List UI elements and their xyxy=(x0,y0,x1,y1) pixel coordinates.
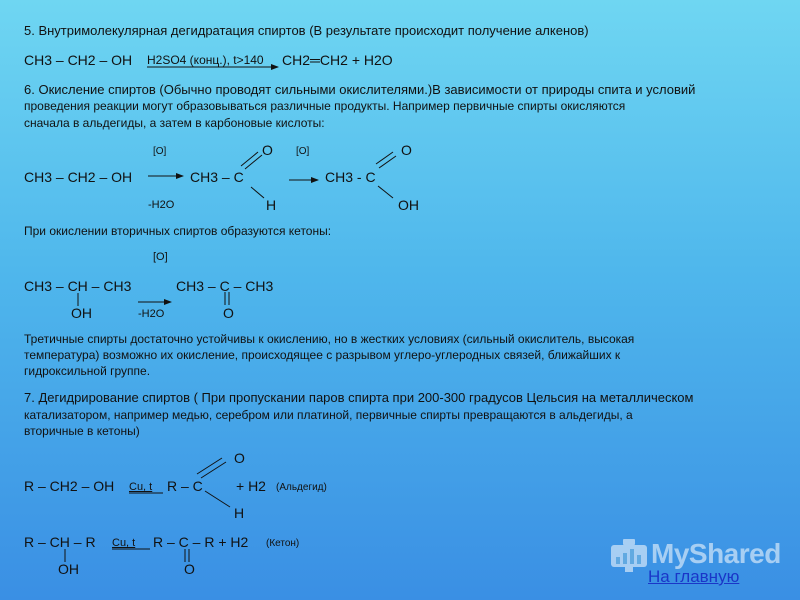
acid-oh: OH xyxy=(398,197,419,213)
section-6-line1: 6. Окисление спиртов (Обычно проводят сильными окислителями.)В зависимости от природы спита и условий xyxy=(24,82,696,97)
aldehyde-formula: CH3 – C xyxy=(190,169,244,185)
oxidant-label-2: [O] xyxy=(296,146,310,157)
myshared-logo-icon xyxy=(609,537,649,573)
bond-double-2b xyxy=(379,156,396,168)
tertiary-line1: Третичные спирты достаточно устойчивы к окислению, но в жестких условиях (сильный окислитель, высокая xyxy=(24,332,635,346)
eq5-left: CH3 – CH2 – OH xyxy=(24,52,133,68)
carbonyl-o-1: O xyxy=(262,142,273,158)
bond-double-3b xyxy=(201,462,226,478)
section-6-line3: сначала в альдегиды, а затем в карбоновые кислоты: xyxy=(24,116,325,130)
section-6-line2: проведения реакции могут образовываться различные продукты. Например первичные спирты окисляются xyxy=(24,99,626,113)
section-5-title: 5. Внутримолекулярная дегидратация спиртов (В результате происходит получение алкенов) xyxy=(24,23,589,38)
acetone-o: O xyxy=(223,305,234,321)
secondary-alcohol-formula: R – CH – R xyxy=(24,534,96,550)
s7-ketone-o: O xyxy=(184,561,195,577)
carbonyl-o-2: O xyxy=(401,142,412,158)
minus-water-label-1: -H2O xyxy=(148,199,175,211)
ketone-formula: R – C – R + H2 xyxy=(153,534,249,550)
aldehyde-note: (Альдегид) xyxy=(276,482,327,493)
minus-water-label-2: -H2O xyxy=(138,308,165,320)
acid-formula: CH3 - C xyxy=(325,169,376,185)
bond-double-2a xyxy=(376,152,393,164)
ketone-note: (Кетон) xyxy=(266,538,300,549)
section-7-line1: 7. Дегидрирование спиртов ( При пропускании паров спирта при 200-300 градусов Цельсия на металлическом xyxy=(24,390,694,405)
eq5-right: CH2═CH2 + H2O xyxy=(282,52,393,68)
oxidant-label-1: [O] xyxy=(153,146,167,157)
bond-double-3a xyxy=(197,458,222,474)
s7-aldehyde-formula: R – C xyxy=(167,478,203,494)
section-7-line3: вторичные в кетоны) xyxy=(24,424,140,438)
tertiary-line3: гидроксильной группе. xyxy=(24,364,151,378)
ethanol-formula: CH3 – CH2 – OH xyxy=(24,169,133,185)
home-link[interactable]: На главную xyxy=(648,567,740,586)
bond-double-1a xyxy=(241,152,258,166)
s7-aldehyde-h: H xyxy=(234,505,245,521)
section-7-line2: катализатором, например медью, серебром или платиной, первичные спирты превращаются в альдегиды, а xyxy=(24,408,633,422)
isopropanol-oh: OH xyxy=(71,305,92,321)
acetone-formula: CH3 – C – CH3 xyxy=(176,278,274,294)
catalyst-label-2: Cu, t xyxy=(112,537,136,549)
catalyst-label-1: Cu, t xyxy=(129,481,153,493)
bond-double-1b xyxy=(245,155,262,169)
isopropanol-formula: CH3 – CH – CH3 xyxy=(24,278,132,294)
eq5-condition: H2SO4 (конц.), t>140 xyxy=(147,53,264,67)
primary-alcohol-formula: R – CH2 – OH xyxy=(24,478,115,494)
bond-ch xyxy=(251,187,264,198)
bond-ch-2 xyxy=(205,491,230,507)
s7-alcohol-oh: OH xyxy=(58,561,79,577)
tertiary-line2: температура) возможно их окисление, происходящее с разрывом углеро-углеродных связей, ближайших к xyxy=(24,348,621,362)
hydrogen-product-1: + H2 xyxy=(236,478,266,494)
secondary-intro: При окислении вторичных спиртов образуются кетоны: xyxy=(24,224,332,238)
oxidant-label-3: [O] xyxy=(153,251,168,263)
aldehyde-h: H xyxy=(266,197,277,213)
bond-coh xyxy=(378,186,393,198)
myshared-brand: MyShared xyxy=(651,538,781,569)
s7-carbonyl-o: O xyxy=(234,450,245,466)
